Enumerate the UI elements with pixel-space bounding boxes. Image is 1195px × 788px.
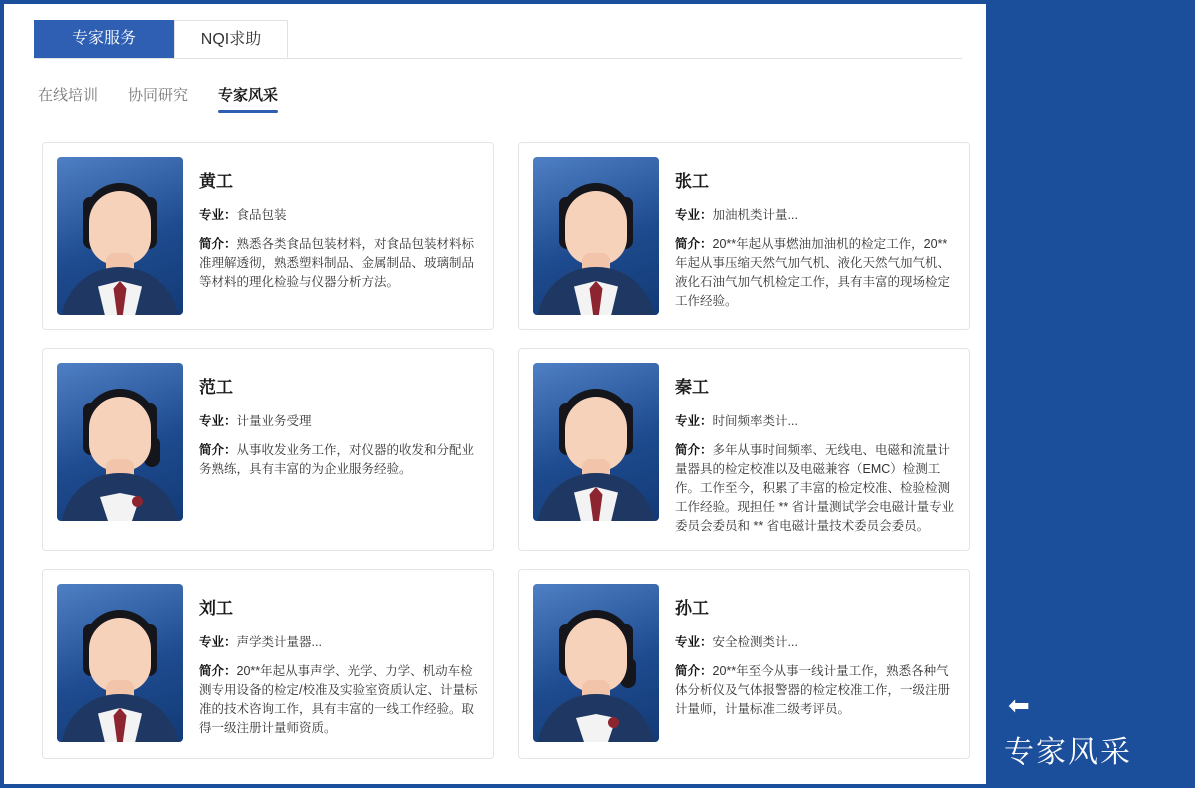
avatar [533,584,659,742]
expert-card[interactable] [42,348,494,551]
bio-label: 简介： [199,443,237,457]
major-value: 食品包装 [236,208,287,222]
expert-name: 刘工 [199,599,233,618]
major-value: 时间频率类计... [712,414,798,428]
bio-value: 20**年起从事燃油加油机的检定工作，20**年起从事压缩天然气加气机、液化天然气加气机、液化石油气加气机检定工作，具有丰富的现场检定工作经验。 [675,237,951,308]
subtab-expert-showcase[interactable]: 专家风采 [214,82,282,113]
bio-label: 简介： [199,664,237,678]
avatar [533,363,659,521]
bio-value: 从事收发业务工作，对仪器的收发和分配业务熟练，具有丰富的为企业服务经验。 [199,443,475,476]
major-label: 专业： [675,208,713,222]
avatar [533,157,659,315]
secondary-tab-bar [34,82,282,113]
major-value: 声学类计量器... [236,635,322,649]
panel-title: 专家风采 [1004,736,1132,769]
expert-card[interactable] [518,142,970,330]
bio-label: 简介： [199,237,237,251]
expert-card-grid [42,142,970,759]
bio-value: 多年从事时间频率、无线电、电磁和流量计量器具的检定校准以及电磁兼容（EMC）检测工作。工作至今，积累了丰富的检定校准、检验检测工作经验。现担任 ** 省计量测试学会电磁计量专业委员会委员和 ** 省电磁计量技术委员会委员。 [675,443,955,533]
expert-name: 范工 [199,378,233,397]
major-label: 专业： [199,414,237,428]
major-value: 计量业务受理 [236,414,312,428]
expert-name: 黄工 [199,172,233,191]
expert-card[interactable] [518,348,970,551]
avatar [57,363,183,521]
expert-card[interactable] [518,569,970,759]
expert-card[interactable] [42,569,494,759]
bio-label: 简介： [675,237,713,251]
bio-value: 20**年起从事声学、光学、力学、机动车检测专用设备的检定/校准及实验室资质认定、计量标准的技术咨询工作，具有丰富的一线工作经验。取得一级注册计量师资质。 [199,664,478,735]
major-value: 安全检测类计... [712,635,798,649]
left-arrow-icon[interactable]: ⬅ [1008,690,1030,720]
expert-name: 孙工 [675,599,709,618]
tab-nqi-help[interactable]: NQI求助 [174,20,288,58]
primary-tab-bar [34,20,962,59]
bio-label: 简介： [675,664,713,678]
major-label: 专业： [199,208,237,222]
major-label: 专业： [199,635,237,649]
right-side-panel [986,0,1195,788]
expert-name: 张工 [675,172,709,191]
subtab-online-training[interactable]: 在线培训 [38,87,99,104]
avatar [57,157,183,315]
subtab-collaborative-research[interactable]: 协同研究 [128,87,189,104]
bio-value: 熟悉各类食品包装材料，对食品包装材料标准理解透彻，熟悉塑料制品、金属制品、玻璃制品等材料的理化检验与仪器分析方法。 [199,237,475,289]
expert-card[interactable] [42,142,494,330]
major-value: 加油机类计量... [712,208,798,222]
bio-value: 20**年至今从事一线计量工作，熟悉各种气体分析仪及气体报警器的检定校准工作，一级注册计量师，计量标准二级考评员。 [675,664,951,716]
major-label: 专业： [675,635,713,649]
bio-label: 简介： [675,443,713,457]
tab-expert-service[interactable]: 专家服务 [34,20,174,58]
expert-name: 秦工 [675,378,709,397]
avatar [57,584,183,742]
major-label: 专业： [675,414,713,428]
